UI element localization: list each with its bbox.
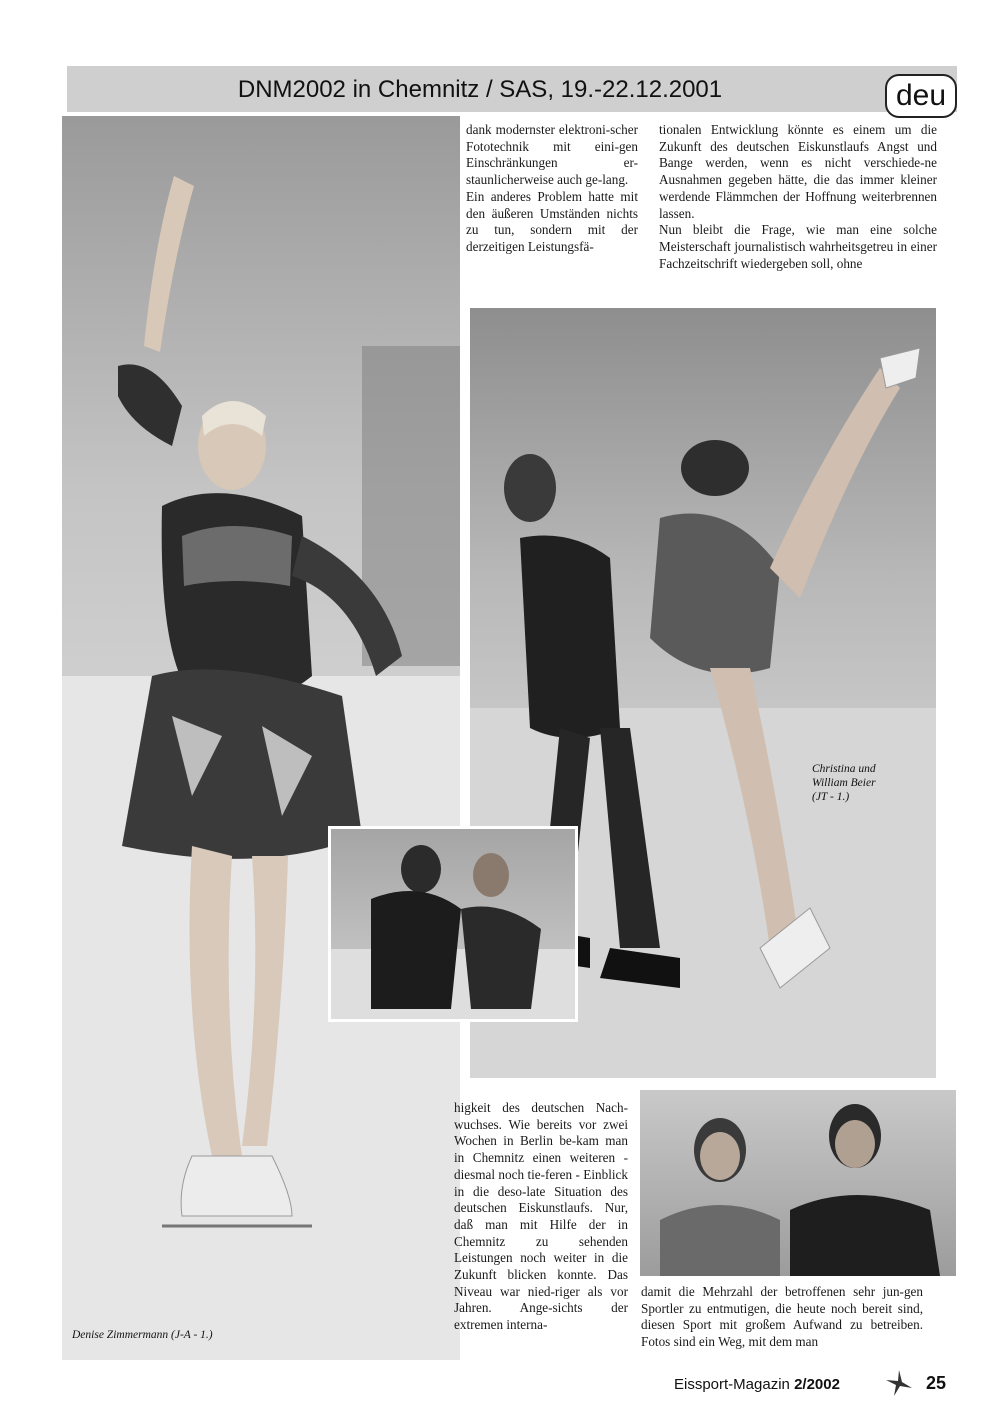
page-number: 25 [926,1373,947,1393]
photo-portrait-pair [640,1090,956,1276]
paragraph: tionalen Entwicklung könnte es einem um die Zukunft des deutschen Eiskunstlaufs Angst und Bange werden, wenn es nicht verschiede-ne Ausnahmen gegeben hätte, die das immer kleiner werdende Flämmchen der Hoffnung weiterbrennen lassen. [659,122,937,221]
photo-single-skater [62,116,460,1360]
skater-logo-icon [884,1368,914,1403]
text-column-a-bottom [454,1100,628,1334]
paragraph: damit die Mehrzahl der betroffenen sehr jun-gen Sportler zu entmutigen, die heute noch bereit sind, diesen Sport mit großem Aufwand zu betreiben. Fotos sind ein Weg, mit dem man [641,1284,923,1350]
caption-line: Christina und [812,763,876,775]
caption-line: (JT - 1.) [812,791,850,803]
issue-number: 2/2002 [794,1376,840,1393]
caption-single-skater: Denise Zimmermann (J-A - 1.) [72,1329,213,1341]
text-column-b-bottom [641,1284,923,1351]
paragraph: Ein anderes Problem hatte mit den äußeren Umständen nichts zu tun, sondern mit der derzeitigen Leistungsfä- [466,188,638,254]
page-title: DNM2002 in Chemnitz / SAS, 19.-22.12.2001 [237,76,723,103]
text-column-a-top [466,122,638,256]
paragraph: higkeit des deutschen Nach-wuchses. Wie bereits vor zwei Wochen in Berlin be-kam man in Chemnitz einen weiteren - diesmal noch tie-feren - Einblick in die deso-late Situation des deutschen Eiskunstlaufs. Nur, daß man mit Hilfe der in Chemnitz zu sehenden Leistungen noch weiter in die Zukunft blicken konnte. Das Niveau war nied-riger als vor Jahren. Ange-sichts der extremen interna- [454,1100,628,1333]
footer-magazine [674,1376,840,1393]
magazine-name: Eissport-Magazin [674,1376,790,1393]
paragraph: dank modernster elektroni-scher Fototechnik mit eini-gen Einschränkungen er-staunlicherweise auch ge-lang. [466,122,638,188]
paragraph: Nun bleibt die Frage, wie man eine solche Meisterschaft journalistisch wahrheitsgetreu in einer Fachzeitschrift wiedergeben soll, ohne [659,222,937,271]
caption-pair-skaters [812,762,876,804]
language-badge: deu [885,74,957,118]
caption-line: William Beier [812,777,876,789]
photo-inset-couple [328,826,578,1022]
text-column-b-top [659,122,937,272]
